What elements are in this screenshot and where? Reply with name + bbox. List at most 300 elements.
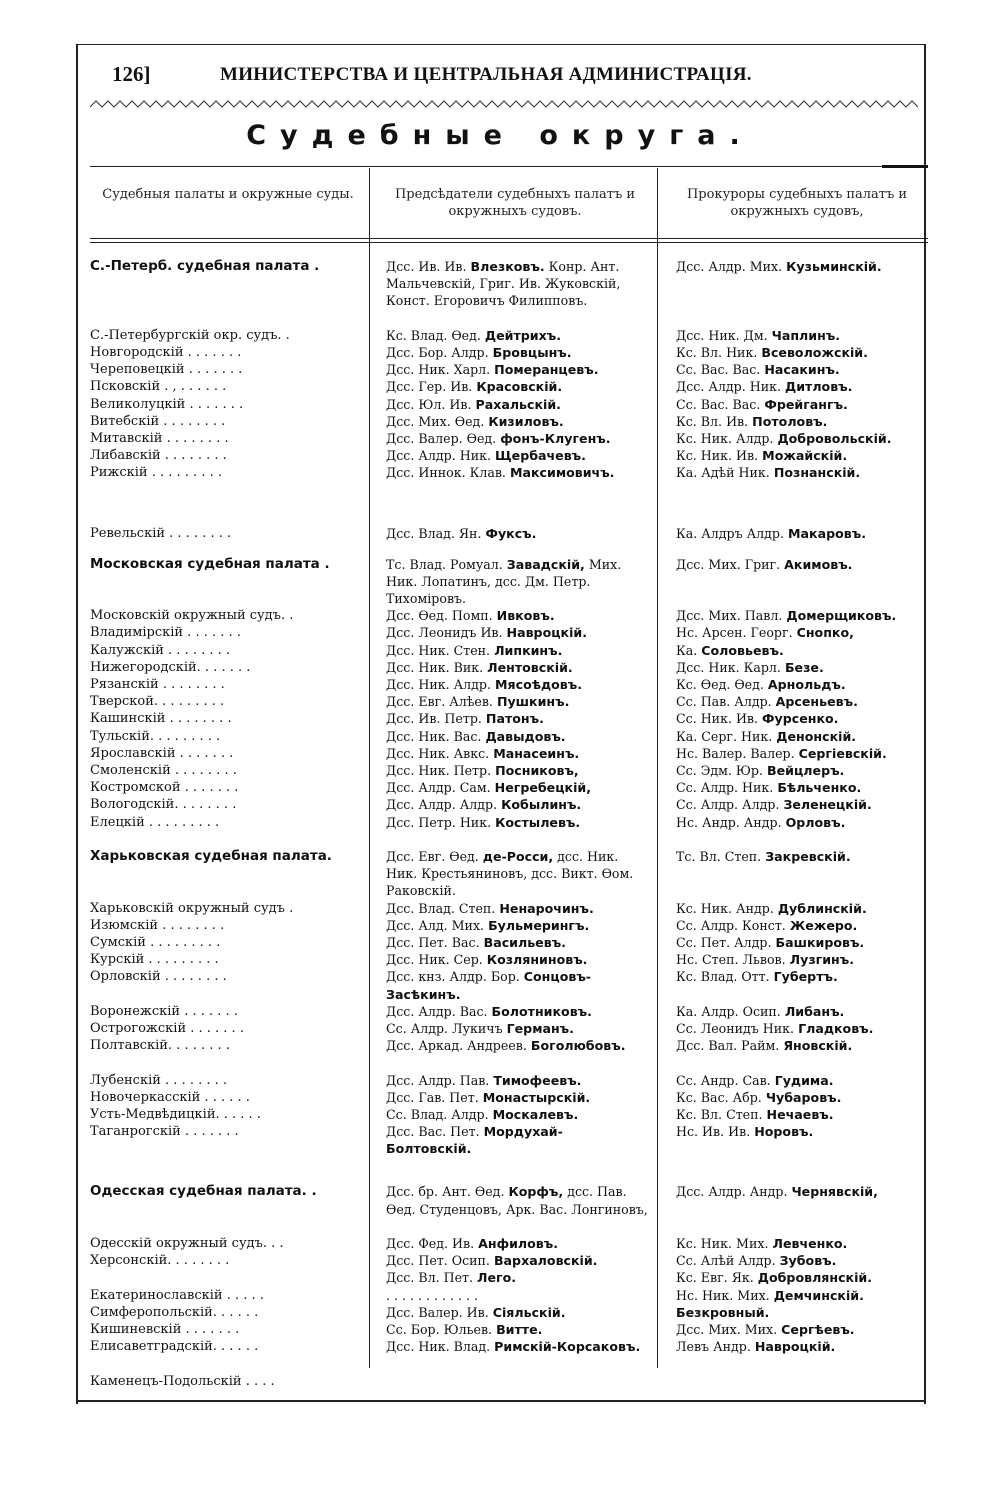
president-surname: Тимофеевъ. — [493, 1072, 582, 1088]
prosecutor-surname: Чаплинъ. — [771, 327, 841, 343]
prosecutor-rank: Сс. Алдр. Алдр. — [676, 797, 780, 813]
court-name: С.-Петерб. судебная палата . — [90, 258, 320, 274]
president-surname: Давыдовъ. — [485, 728, 566, 744]
court-name: Митавскій . . . . . . . . — [90, 431, 229, 446]
prosecutor-surname: Безе. — [784, 659, 824, 675]
court-name: Усть-Медвѣдицкій. . . . . . — [90, 1106, 261, 1122]
prosecutor-surname: Денонскій. — [776, 728, 857, 744]
president-rank: Дсс. Мих. Өед. — [386, 413, 485, 429]
prosecutor-surname: Сергіевскій. — [798, 745, 887, 761]
president-surname: Красовскій. — [476, 379, 563, 395]
prosecutor-surname: Закревскій. — [765, 848, 851, 864]
court-name: Елецкій . . . . . . . . . — [90, 814, 220, 830]
prosecutor-surname: Потоловъ. — [752, 413, 828, 429]
prosecutor-surname: Гладковъ. — [798, 1020, 874, 1036]
president-rank: Дсс. Валер. Өед. — [386, 431, 497, 446]
president-rank: Дсс. Ник. Вик. — [386, 659, 484, 675]
court-name: Вологодскій. . . . . . . . — [90, 797, 237, 813]
president-rank: Сс. Алдр. Лукичъ — [386, 1020, 503, 1036]
prosecutor-rank: Кс. Вас. Абр. — [676, 1089, 762, 1105]
prosecutor-cell — [676, 1183, 928, 1200]
prosecutor-rank: Дсс. Алдр. Ник. — [676, 379, 781, 395]
president-rank: Дсс. Влад. Степ. — [386, 900, 496, 916]
prosecutor-surname: Снопко, — [796, 625, 854, 641]
president-rank: Дсс. бр. Ант. Өед. — [386, 1184, 505, 1200]
president-rank: Дсс. Алдр. Вас. — [386, 1003, 488, 1019]
president-cell — [386, 1089, 648, 1106]
court-name: Ярославскій . . . . . . . — [90, 745, 234, 761]
prosecutor-cell — [676, 413, 928, 430]
president-cell — [386, 1321, 648, 1338]
president-rank: Сс. Бор. Юльев. — [386, 1321, 493, 1337]
prosecutor-cell — [676, 430, 928, 447]
bottom-rule — [76, 1400, 926, 1402]
president-cell — [386, 779, 648, 796]
president-extra: Мальчевскій, Григ. Ив. Жуковскій, Конст. Егоровичъ Филипповъ. — [386, 276, 621, 309]
prosecutor-cell — [676, 710, 928, 727]
prosecutor-surname: Безкровный. — [676, 1304, 770, 1320]
president-rank: Дсс. Алдр. Сам. — [386, 780, 491, 796]
president-cell — [386, 1269, 648, 1286]
prosecutor-rank: Кс. Вл. Ник. — [676, 345, 758, 360]
president-cell — [386, 556, 648, 608]
president-surname: Костылевъ. — [495, 814, 581, 830]
prosecutor-surname: Бѣльченко. — [777, 780, 862, 796]
prosecutor-cell — [676, 396, 928, 413]
president-rank: Дсс. Леонидъ Ив. — [386, 625, 503, 641]
prosecutor-surname: Добровлянскій. — [757, 1270, 873, 1286]
court-name: Витебскій . . . . . . . . — [90, 413, 226, 429]
president-extra-prefix: Конр. Ант. — [544, 259, 620, 274]
prosecutor-rank: Сс. Пет. Алдр. — [676, 934, 772, 950]
prosecutor-surname: Соловьевъ. — [701, 642, 784, 658]
president-rank: Дсс. Юл. Ив. — [386, 396, 472, 412]
court-name: Екатеринославскій . . . . . — [90, 1287, 264, 1303]
prosecutor-cell — [676, 779, 928, 796]
president-surname: Вархаловскій. — [493, 1253, 598, 1269]
court-name: Нижегородскій. . . . . . . — [90, 659, 251, 675]
prosecutor-cell — [676, 556, 928, 573]
prosecutor-cell — [676, 258, 928, 275]
prosecutor-cell — [676, 1269, 928, 1286]
prosecutor-cell — [676, 607, 928, 624]
prosecutor-cell — [676, 378, 928, 395]
prosecutor-surname: Губертъ. — [773, 969, 838, 985]
prosecutor-surname: Башкировъ. — [775, 934, 865, 950]
president-cell — [386, 344, 648, 361]
prosecutor-surname: Фурсенко. — [762, 711, 839, 727]
prosecutor-rank: Кс. Вл. Ив. — [676, 413, 749, 429]
president-surname: Ивковъ. — [496, 608, 555, 624]
president-cell — [386, 1287, 648, 1304]
president-cell — [386, 1003, 648, 1020]
prosecutor-surname: Всеволожскій. — [761, 345, 868, 360]
court-name: Одесскій окружный судъ. . . — [90, 1235, 284, 1251]
court-name: Калужскій . . . . . . . . — [90, 642, 231, 658]
prosecutor-cell — [676, 642, 928, 659]
prosecutor-cell — [676, 1037, 928, 1054]
prosecutor-cell — [676, 934, 928, 951]
title-rule — [90, 166, 928, 167]
president-surname: Пушкинъ. — [496, 694, 570, 710]
prosecutor-rank: Нс. Андр. Андр. — [676, 814, 782, 830]
prosecutor-cell — [676, 1287, 928, 1304]
president-surname: Навроцкій. — [506, 625, 588, 641]
president-surname: Васильевъ. — [483, 934, 566, 950]
prosecutor-surname: Жежеро. — [789, 917, 858, 933]
title-rule-thick-end — [882, 165, 928, 168]
prosecutor-rank: Ка. Алдр. Осип. — [676, 1003, 781, 1019]
prosecutor-surname: Яновскій. — [783, 1038, 853, 1054]
court-name: Елисаветградскій. . . . . . — [90, 1339, 259, 1355]
president-cell — [386, 413, 648, 430]
court-name: Новгородскій . . . . . . . — [90, 345, 242, 360]
prosecutor-cell — [676, 1321, 928, 1338]
court-name: Лубенскій . . . . . . . . — [90, 1072, 228, 1088]
prosecutor-surname: Фрейгангъ. — [764, 396, 848, 412]
president-rank: Дсс. Ник. Авкс. — [386, 745, 490, 761]
president-cell — [386, 745, 648, 762]
president-rank: Дсс. Пет. Вас. — [386, 934, 480, 950]
court-name: С.-Петербургскій окр. судъ. . — [90, 327, 290, 343]
president-rank: Дсс. Алдр. Пав. — [386, 1072, 490, 1088]
court-name: Великолуцкій . . . . . . . — [90, 396, 244, 412]
prosecutor-surname: Демчинскій. — [773, 1287, 864, 1303]
president-rank: Дсс. Алдр. Ник. — [386, 448, 491, 464]
court-name: Рязанскій . . . . . . . . — [90, 676, 225, 692]
prosecutor-rank: Кс. Ник. Андр. — [676, 900, 774, 916]
president-surname: Максимовичъ. — [509, 465, 615, 481]
prosecutor-rank: Сс. Вас. Вас. — [676, 396, 761, 412]
prosecutor-cell — [676, 525, 928, 542]
ornamental-rule — [90, 100, 920, 108]
prosecutor-surname: Зеленецкій. — [783, 797, 872, 813]
prosecutor-surname: Орловъ. — [785, 814, 846, 830]
prosecutor-surname: Добровольскій. — [777, 431, 892, 446]
president-cell — [386, 1106, 648, 1123]
prosecutor-surname: Нечаевъ. — [766, 1106, 834, 1122]
prosecutor-cell — [676, 361, 928, 378]
prosecutor-surname: Насакинъ. — [764, 362, 840, 378]
prosecutor-rank: Сс. Алѣй Алдр. — [676, 1253, 776, 1269]
prosecutor-cell — [676, 624, 928, 641]
president-rank: Дсс. Иннок. Клав. — [386, 465, 506, 481]
prosecutor-surname: Арсеньевъ. — [775, 694, 858, 710]
running-header — [112, 62, 902, 98]
president-cell — [386, 1252, 648, 1269]
president-cell — [386, 1123, 648, 1157]
president-cell — [386, 327, 648, 344]
prosecutor-rank: Левъ Андр. — [676, 1339, 751, 1355]
prosecutor-rank: Нс. Ив. Ив. — [676, 1124, 751, 1140]
prosecutor-rank: Дсс. Ник. Карл. — [676, 659, 781, 675]
president-rank: Дсс. Пет. Осип. — [386, 1253, 490, 1269]
president-surname: Фуксъ. — [485, 525, 537, 541]
prosecutor-rank: Нс. Валер. Валер. — [676, 745, 795, 761]
prosecutor-rank: Сс. Леонидъ Ник. — [676, 1020, 795, 1036]
header-title: МИНИСТЕРСТВА И ЦЕНТРАЛЬНАЯ АДМИНИСТРАЦІЯ. — [220, 64, 752, 85]
president-cell — [386, 396, 648, 413]
prosecutor-rank: Сс. Алдр. Ник. — [676, 780, 774, 796]
prosecutor-surname: Арнольдъ. — [767, 676, 846, 692]
president-cell — [386, 934, 648, 951]
president-extra: дсс. Ник. Ник. Крестьяниновъ, дсс. Викт. Өом. Раковскій. — [386, 848, 634, 899]
president-surname: Римскій-Корсаковъ. — [494, 1339, 641, 1355]
court-name: Московская судебная палата . — [90, 555, 330, 572]
prosecutor-surname: Можайскій. — [762, 448, 848, 464]
president-rank: Дсс. Евг. Өед. — [386, 848, 479, 864]
court-name: Ревельскій . . . . . . . . — [90, 525, 232, 541]
president-rank: Дсс. Алдр. Алдр. — [386, 797, 498, 813]
president-surname: Анфиловъ. — [478, 1235, 558, 1251]
court-name: Орловскій . . . . . . . . — [90, 969, 227, 985]
president-rank: Дсс. Ник. Харл. — [386, 362, 491, 378]
president-surname: Лентовскій. — [487, 659, 573, 675]
president-rank: . . . . . . . . . . . . — [386, 1287, 479, 1303]
president-surname: Рахальскій. — [475, 396, 561, 412]
president-rank: Дсс. Вас. Пет. — [386, 1124, 480, 1140]
court-name: Кишиневскій . . . . . . . — [90, 1321, 240, 1337]
president-surname: Корфъ, — [508, 1184, 564, 1200]
page-number: 126] — [112, 62, 151, 86]
column-header-presidents: Предсѣдатели судебныхъ палатъ и окружныхъ судовъ. — [394, 187, 636, 219]
prosecutor-cell — [676, 1003, 928, 1020]
president-cell — [386, 814, 648, 831]
president-rank: Дсс. Ник. Петр. — [386, 762, 492, 778]
president-cell — [386, 900, 648, 917]
president-rank: Дсс. Ник. Стен. — [386, 642, 491, 658]
president-surname: Германъ. — [506, 1020, 574, 1036]
prosecutor-cell — [676, 814, 928, 831]
prosecutor-surname: Либанъ. — [784, 1003, 845, 1019]
president-cell — [386, 659, 648, 676]
prosecutor-surname: Вейцлеръ. — [767, 762, 845, 778]
prosecutor-cell — [676, 951, 928, 968]
president-surname: Негребецкій, — [494, 780, 592, 796]
president-cell — [386, 848, 648, 900]
president-rank: Дсс. Ник. Вас. — [386, 728, 482, 744]
prosecutor-rank: Сс. Ник. Ив. — [676, 711, 759, 727]
president-rank: Дсс. Гав. Пет. — [386, 1089, 479, 1105]
prosecutor-cell — [676, 344, 928, 361]
prosecutor-rank: Кс. Ник. Ив. — [676, 448, 759, 464]
president-surname: фонъ-Клугенъ. — [500, 431, 611, 446]
president-cell — [386, 361, 648, 378]
prosecutor-surname: Акимовъ. — [784, 556, 853, 572]
president-surname: Козляниновъ. — [486, 952, 588, 968]
president-surname: Липкинъ. — [494, 642, 563, 658]
president-rank: Тс. Влад. Ромуал. — [386, 556, 503, 572]
court-name: Новочеркасскій . . . . . . — [90, 1089, 250, 1105]
president-surname: Мясоѣдовъ. — [494, 676, 583, 692]
court-name: Острогожскій . . . . . . . — [90, 1020, 244, 1036]
president-surname: Бульмерингъ. — [488, 917, 590, 933]
section-title: Судебные округа. — [246, 120, 754, 151]
prosecutor-rank: Тс. Вл. Степ. — [676, 848, 762, 864]
president-surname: Посниковъ, — [495, 762, 579, 778]
president-surname: Щербачевъ. — [494, 448, 586, 464]
president-surname: Сонцовъ-Засѣкинъ. — [386, 969, 592, 1002]
president-cell — [386, 710, 648, 727]
court-name: Таганрогскій . . . . . . . — [90, 1124, 239, 1140]
president-surname: Мордухай-Болтовскій. — [386, 1124, 563, 1157]
prosecutor-rank: Нс. Степ. Львов. — [676, 952, 786, 968]
president-rank: Дсс. Гер. Ив. — [386, 379, 473, 395]
column-header-courts: Судебныя палаты и окружные суды. — [102, 187, 354, 202]
president-cell — [386, 917, 648, 934]
president-cell — [386, 378, 648, 395]
president-rank: Дсс. Петр. Ник. — [386, 814, 492, 830]
court-name: Херсонскій. . . . . . . . — [90, 1253, 230, 1269]
prosecutor-cell — [676, 1020, 928, 1037]
prosecutor-rank: Дсс. Алдр. Мих. — [676, 259, 783, 274]
top-rule — [76, 44, 926, 45]
president-rank: Дсс. Бор. Алдр. — [386, 345, 489, 360]
president-rank: Кс. Влад. Өед. — [386, 327, 481, 343]
president-cell — [386, 1304, 648, 1321]
president-rank: Дсс. Алд. Мих. — [386, 917, 485, 933]
prosecutor-rank: Ка. Серг. Ник. — [676, 728, 773, 744]
court-name: Московскій окружный судъ. . — [90, 608, 294, 624]
president-rank: Сс. Влад. Алдр. — [386, 1106, 489, 1122]
court-name: Харьковская судебная палата. — [90, 847, 332, 864]
prosecutor-surname: Левченко. — [772, 1235, 848, 1251]
president-rank: Дсс. Евг. Алѣев. — [386, 694, 493, 710]
court-name: Курскій . . . . . . . . . — [90, 952, 219, 968]
prosecutor-cell — [676, 447, 928, 464]
prosecutor-rank: Сс. Эдм. Юр. — [676, 762, 763, 778]
court-name: Полтавскій. . . . . . . . — [90, 1038, 230, 1054]
president-surname: Завадскій, — [506, 556, 585, 572]
prosecutor-surname: Чубаровъ. — [765, 1089, 842, 1105]
president-rank: Дсс. Өед. Помп. — [386, 608, 493, 624]
prosecutor-rank: Кс. Вл. Степ. — [676, 1106, 763, 1122]
president-surname: Дейтрихъ. — [484, 327, 561, 343]
court-name: Изюмскій . . . . . . . . — [90, 917, 225, 933]
prosecutor-rank: Дсс. Алдр. Андр. — [676, 1184, 788, 1200]
prosecutor-rank: Кс. Өед. Өед. — [676, 676, 764, 692]
prosecutor-rank: Дсс. Мих. Павл. — [676, 608, 783, 624]
prosecutor-rank: Кс. Евг. Як. — [676, 1270, 754, 1286]
header-rule-1 — [90, 238, 928, 239]
president-rank: Дсс. Ник. Алдр. — [386, 676, 491, 692]
prosecutor-cell — [676, 900, 928, 917]
prosecutor-cell — [676, 1304, 928, 1321]
prosecutor-rank: Дсс. Мих. Мих. — [676, 1321, 778, 1337]
prosecutor-cell — [676, 1235, 928, 1252]
president-rank: Дсс. Аркад. Андреев. — [386, 1038, 527, 1054]
prosecutor-rank: Сс. Пав. Алдр. — [676, 694, 772, 710]
president-rank: Дсс. Влад. Ян. — [386, 525, 482, 541]
prosecutor-surname: Дитловъ. — [784, 379, 853, 395]
prosecutor-cell — [676, 1338, 928, 1355]
court-name: Либавскій . . . . . . . . — [90, 448, 227, 464]
president-rank: Дсс. Фед. Ив. — [386, 1235, 475, 1251]
prosecutor-surname: Навроцкій. — [754, 1339, 836, 1355]
president-cell — [386, 1020, 648, 1037]
prosecutor-surname: Кузьминскій. — [786, 259, 882, 274]
prosecutor-rank: Сс. Алдр. Конст. — [676, 917, 786, 933]
court-name: Тульскій. . . . . . . . . — [90, 728, 221, 744]
prosecutor-surname: Познанскій. — [773, 465, 861, 481]
president-rank: Дсс. Ив. Ив. — [386, 259, 467, 274]
president-surname: Сіяльскій. — [492, 1304, 566, 1320]
president-cell — [386, 1072, 648, 1089]
prosecutor-cell — [676, 1123, 928, 1140]
prosecutor-surname: Зубовъ. — [779, 1253, 837, 1269]
president-cell — [386, 676, 648, 693]
president-rank: Дсс. Ив. Петр. — [386, 711, 482, 727]
prosecutor-rank: Ка. — [676, 642, 698, 658]
prosecutor-cell — [676, 1252, 928, 1269]
court-name: Владимірскій . . . . . . . — [90, 625, 241, 641]
prosecutor-surname: Норовъ. — [754, 1124, 814, 1140]
president-surname: Боголюбовъ. — [530, 1038, 626, 1054]
prosecutor-rank: Дсс. Ник. Дм. — [676, 327, 768, 343]
court-name: Кашинскій . . . . . . . . — [90, 711, 232, 727]
prosecutor-cell — [676, 917, 928, 934]
prosecutor-cell — [676, 762, 928, 779]
president-surname: Бровцынъ. — [492, 345, 572, 360]
prosecutor-rank: Нс. Арсен. Георг. — [676, 625, 793, 641]
prosecutor-surname: Лузгинъ. — [789, 952, 854, 968]
president-rank: Дсс. кнз. Алдр. Бор. — [386, 969, 520, 985]
president-cell — [386, 1235, 648, 1252]
prosecutor-rank: Кс. Ник. Мих. — [676, 1235, 769, 1251]
president-cell — [386, 607, 648, 624]
president-surname: Манасеинъ. — [493, 745, 580, 761]
prosecutor-rank: Ка. Адѣй Ник. — [676, 465, 770, 481]
president-cell — [386, 430, 648, 447]
president-cell — [386, 968, 648, 1002]
president-cell — [386, 1183, 648, 1217]
president-cell — [386, 762, 648, 779]
president-surname: Влезковъ. — [470, 259, 545, 274]
prosecutor-cell — [676, 327, 928, 344]
prosecutor-surname: Дублинскій. — [777, 900, 867, 916]
president-cell — [386, 951, 648, 968]
prosecutor-cell — [676, 1106, 928, 1123]
prosecutor-rank: Сс. Андр. Сав. — [676, 1072, 771, 1088]
president-rank: Дсс. Вл. Пет. — [386, 1270, 474, 1286]
prosecutor-cell — [676, 728, 928, 745]
president-rank: Дсс. Ник. Сер. — [386, 952, 483, 968]
president-cell — [386, 693, 648, 710]
court-name: Одесская судебная палата. . — [90, 1183, 317, 1200]
president-cell — [386, 258, 648, 310]
prosecutor-cell — [676, 968, 928, 985]
column-header-prosecutors: Прокуроры судебныхъ палатъ и окружныхъ судовъ, — [686, 187, 908, 219]
court-name: Сумскій . . . . . . . . . — [90, 934, 221, 950]
court-name: Псковскій . , . . . . . . — [90, 379, 227, 395]
prosecutor-surname: Домерщиковъ. — [786, 608, 897, 624]
prosecutor-cell — [676, 796, 928, 813]
president-surname: Монастырскій. — [482, 1089, 591, 1105]
court-name: Рижскій . . . . . . . . . — [90, 465, 222, 481]
court-name: Симферопольскій. . . . . . — [90, 1304, 259, 1320]
president-cell — [386, 464, 648, 481]
president-cell — [386, 1338, 648, 1355]
president-cell — [386, 642, 648, 659]
president-surname: Кизиловъ. — [488, 413, 564, 429]
president-extra: Мих. Ник. Лопатинъ, дсс. Дм. Петр. Тихоміровъ. — [386, 556, 622, 606]
column-divider-2 — [657, 168, 658, 1368]
prosecutor-rank: Сс. Вас. Вас. — [676, 362, 761, 378]
president-cell — [386, 728, 648, 745]
prosecutor-rank: Нс. Ник. Мих. — [676, 1287, 770, 1303]
president-cell — [386, 624, 648, 641]
prosecutor-cell — [676, 464, 928, 481]
